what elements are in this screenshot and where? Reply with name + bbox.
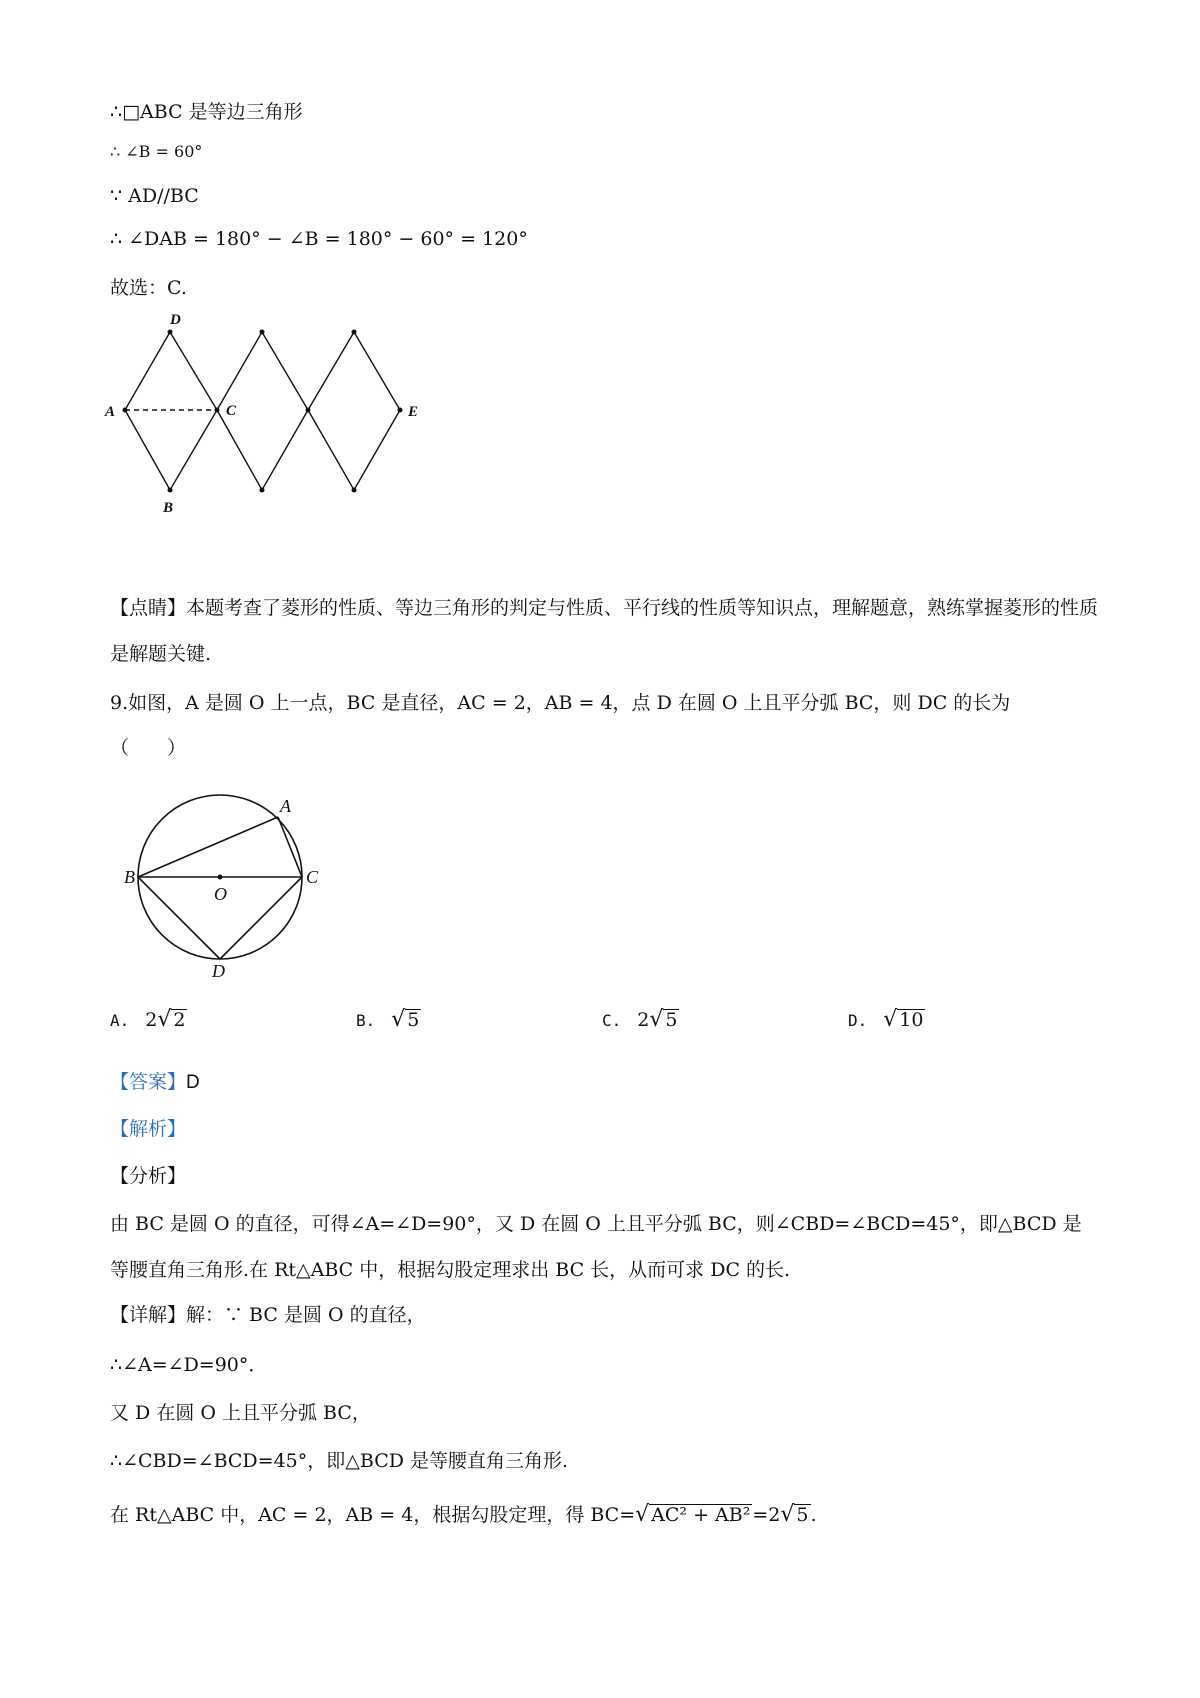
fenxi-text: 由 BC 是圆 O 的直径，可得∠A=∠D=90°，又 D 在圆 O 上且平分弧 BC，则∠CBD=∠BCD=45°，即△BCD 是等腰直角三角形.在 Rt△ABC 中，根据勾股定理求出 BC 长，从而可求 DC 的长. bbox=[110, 1213, 1082, 1281]
answer-label: 【答案】 bbox=[110, 1071, 187, 1093]
segment-ac bbox=[278, 817, 302, 877]
solution-line-3: ∵ AD//BC bbox=[110, 185, 199, 207]
xiangjie-line-2: ∴∠A=∠D=90°． bbox=[110, 1354, 268, 1376]
analysis-label: 【解析】 bbox=[110, 1118, 187, 1140]
comment-paragraph bbox=[110, 585, 1100, 677]
segment-ba bbox=[138, 817, 278, 877]
solution-line-4: ∴ ∠DAB = 180° − ∠B = 180° − 60° = 120° bbox=[110, 228, 528, 250]
comment-text: 本题考查了菱形的性质、等边三角形的判定与性质、平行线的性质等知识点，理解题意，熟练掌握菱形的性质是解题关键. bbox=[110, 597, 1099, 665]
circle-label-D: D bbox=[212, 961, 225, 980]
label-D: D bbox=[170, 312, 181, 328]
rhombus-figure bbox=[100, 310, 440, 530]
xiangjie-title: 【详解】 bbox=[110, 1304, 187, 1326]
segment-dc bbox=[220, 877, 302, 959]
circle-figure bbox=[110, 780, 340, 980]
comment-title: 【点睛】 bbox=[110, 597, 187, 619]
rhombus-1 bbox=[125, 332, 217, 490]
option-a[interactable]: A. 2√ 2 bbox=[110, 1007, 186, 1032]
label-C: C bbox=[226, 403, 237, 419]
segment-bd bbox=[138, 877, 220, 959]
xiangjie-line-5: 在 Rt△ABC 中，AC = 2，AB = 4，根据勾股定理，得 BC=√ AC² + AB² =2√ 5 . bbox=[110, 1502, 817, 1527]
option-b[interactable]: B. √ 5 bbox=[356, 1007, 420, 1032]
label-E: E bbox=[408, 404, 419, 420]
solution-line-1: ∴□ABC 是等边三角形 bbox=[110, 101, 303, 123]
answer-line bbox=[110, 1067, 200, 1094]
fenxi-title: 【分析】 bbox=[110, 1165, 187, 1187]
circle-label-C: C bbox=[306, 867, 319, 887]
solution-line-5: 故选：C. bbox=[110, 277, 187, 299]
answer-value: D bbox=[186, 1072, 200, 1093]
xiangjie-line-3: 又 D 在圆 O 上且平分弧 BC， bbox=[110, 1402, 371, 1424]
xiangjie-line-1: 【详解】解：∵ BC 是圆 O 的直径， bbox=[110, 1304, 426, 1326]
circle-label-O: O bbox=[214, 884, 227, 904]
option-c[interactable]: C. 2√ 5 bbox=[602, 1007, 678, 1032]
label-A: A bbox=[105, 404, 116, 420]
rhombus-3 bbox=[308, 332, 400, 490]
question-9-stem: 9.如图，A 是圆 O 上一点，BC 是直径，AC = 2，AB = 4，点 D 在圆 O 上且平分弧 BC，则 DC 的长为 bbox=[110, 692, 1011, 714]
xiangjie-line-4: ∴∠CBD=∠BCD=45°，即△BCD 是等腰直角三角形. bbox=[110, 1450, 569, 1472]
option-d[interactable]: D. √ 10 bbox=[848, 1007, 924, 1032]
solution-line-2: ∴ ∠B = 60° bbox=[110, 142, 203, 161]
circle-label-A: A bbox=[280, 796, 291, 816]
question-9-paren: （ ） bbox=[110, 737, 187, 759]
circle-label-B: B bbox=[124, 867, 135, 887]
label-B: B bbox=[163, 500, 174, 516]
